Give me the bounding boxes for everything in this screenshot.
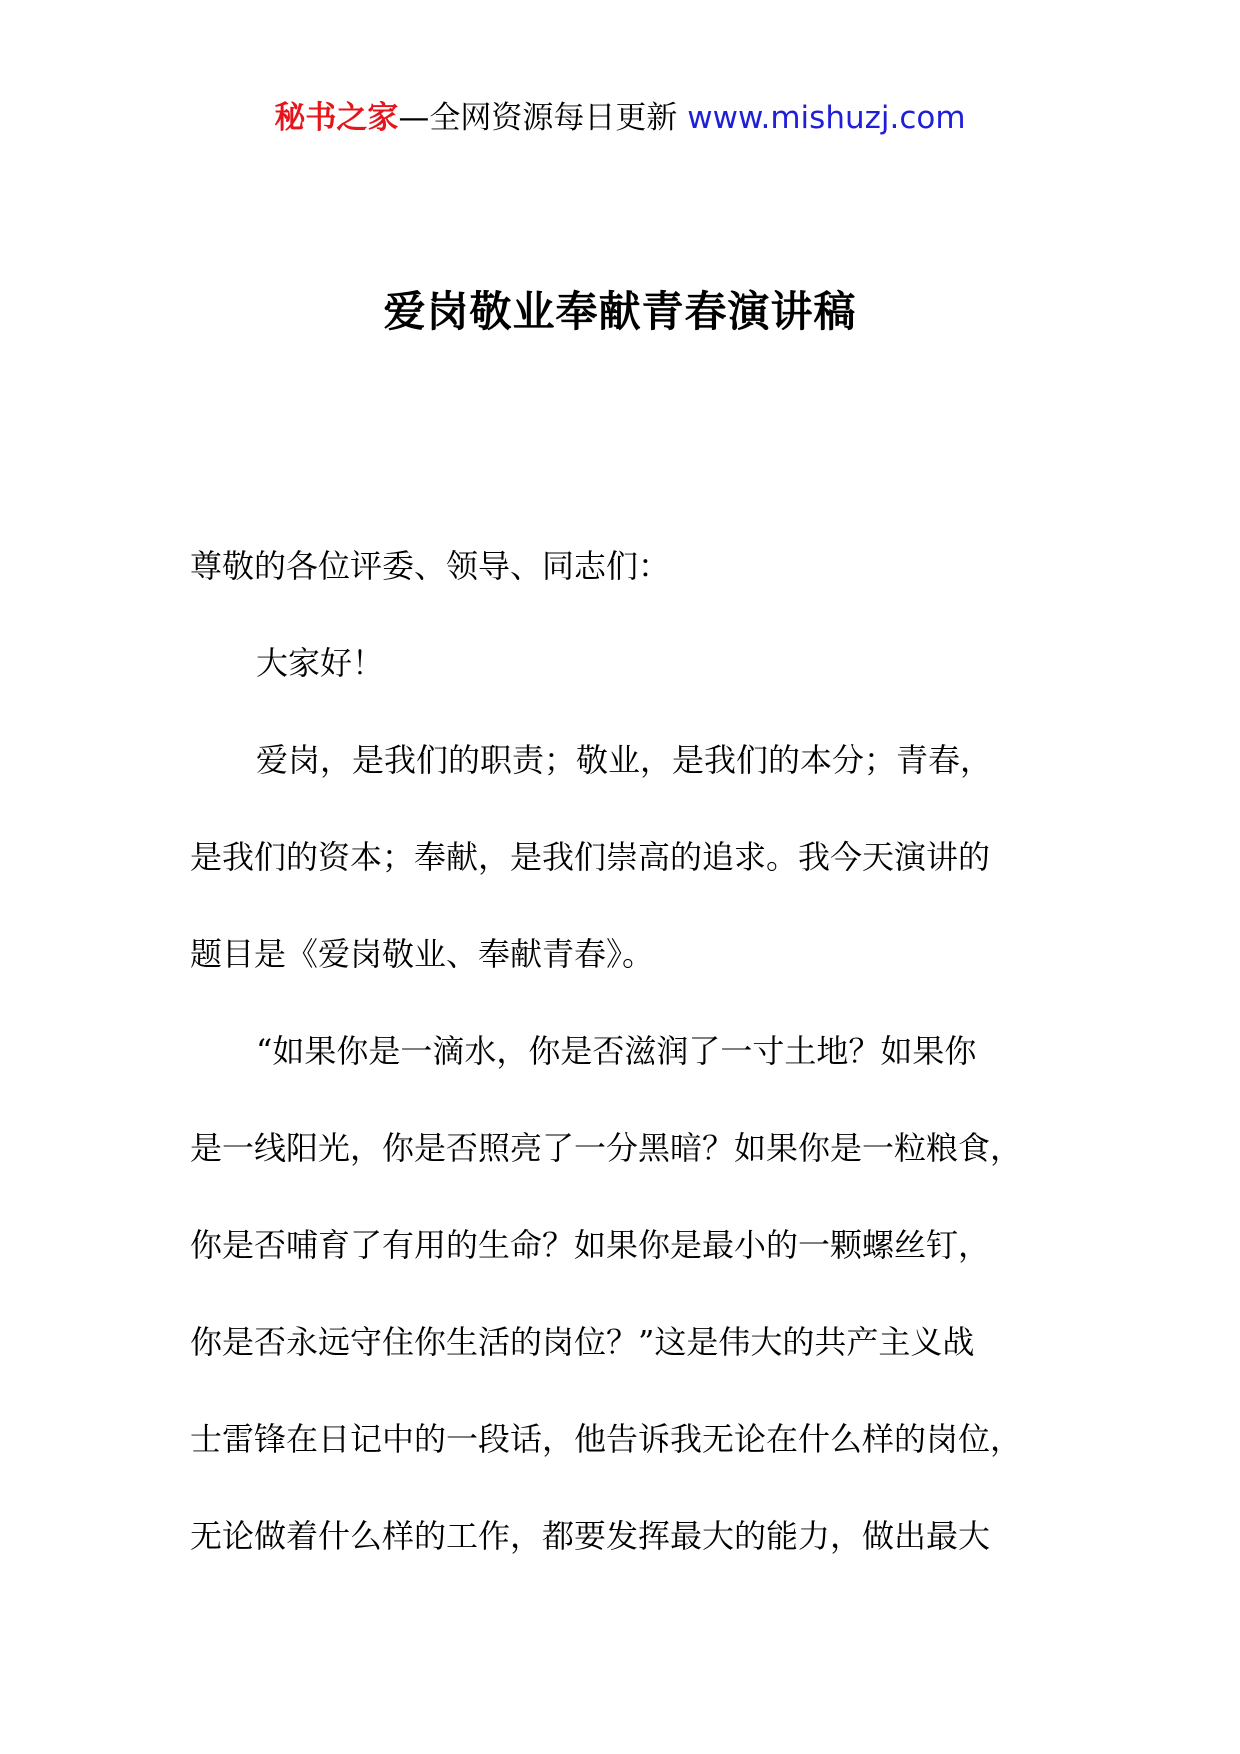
paragraph-line: 是一线阳光，你是否照亮了一分黑暗？如果你是一粒粮食， — [190, 1129, 1023, 1167]
site-tagline: —全网资源每日更新 — [398, 100, 688, 136]
paragraph-line: “如果你是一滴水，你是否滋润了一寸土地？如果你 — [256, 1032, 977, 1070]
site-header — [0, 98, 1240, 138]
site-brand: 秘书之家 — [274, 100, 399, 136]
paragraph-line: 你是否永远守住你生活的岗位？”这是伟大的共产主义战 — [190, 1323, 975, 1361]
paragraph-line: 题目是《爱岗敬业、奉献青春》。 — [190, 935, 655, 973]
document-body — [190, 518, 1040, 1585]
site-url-link[interactable]: www.mishuzj.com — [687, 100, 966, 136]
paragraph-line: 是我们的资本；奉献，是我们崇高的追求。我今天演讲的 — [190, 838, 991, 876]
greeting-line: 大家好！ — [256, 644, 385, 682]
paragraph-line: 爱岗，是我们的职责；敬业，是我们的本分；青春， — [256, 741, 993, 779]
salutation-line: 尊敬的各位评委、领导、同志们： — [190, 547, 671, 585]
paragraph-line: 无论做着什么样的工作，都要发挥最大的能力，做出最大 — [190, 1517, 991, 1555]
paragraph-line: 士雷锋在日记中的一段话，他告诉我无论在什么样的岗位， — [190, 1420, 1023, 1458]
paragraph-line: 你是否哺育了有用的生命？如果你是最小的一颗螺丝钉， — [190, 1226, 991, 1264]
document-title: 爱岗敬业奉献青春演讲稿 — [383, 287, 857, 336]
